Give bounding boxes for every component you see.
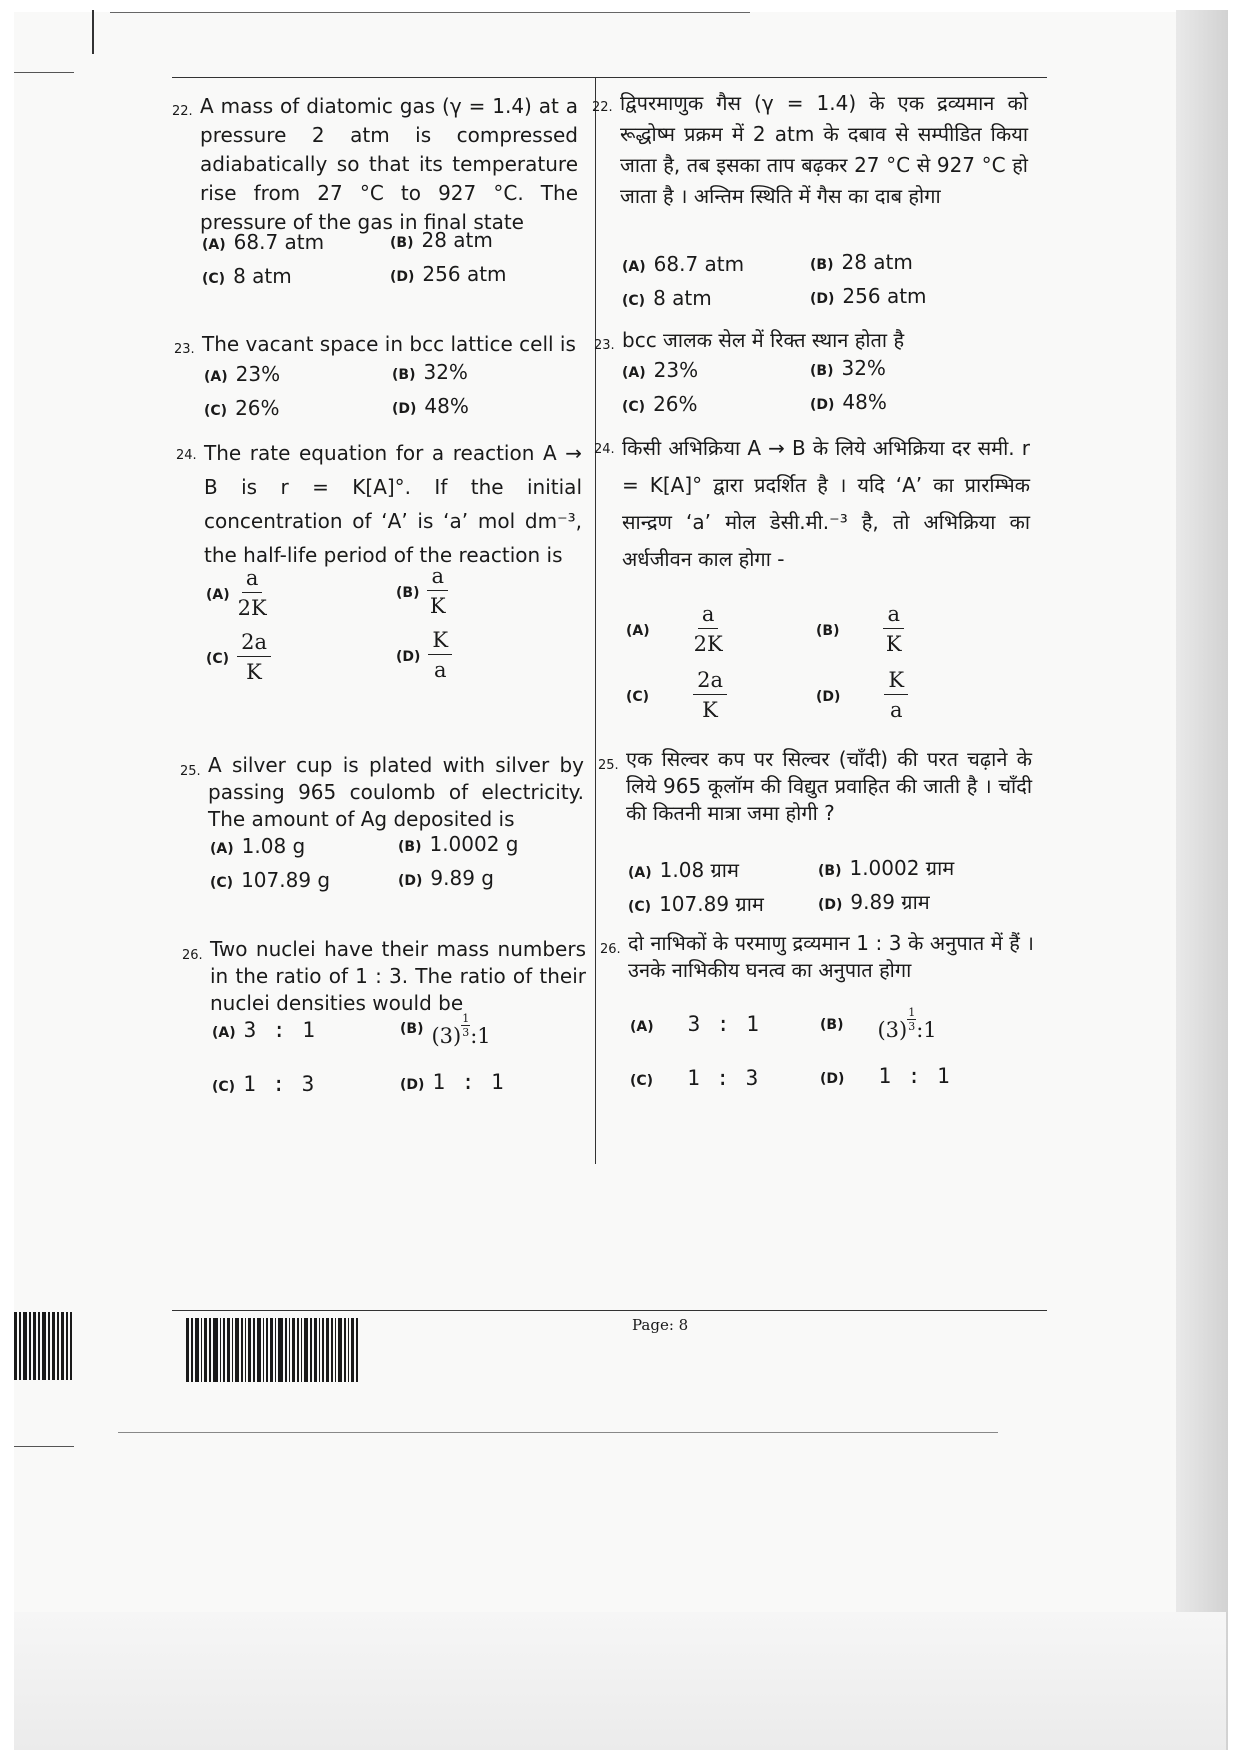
question-stem: एक सिल्वर कप पर सिल्वर (चाँदी) की परत चढ़ाने के लिये 965 कूलॉम की विद्युत प्रवाहित की जाती है । चाँदी की कितनी मात्रा जमा होगी ? [626,747,1032,825]
option-a[interactable]: (A) 3 : 1 [212,1018,317,1042]
fraction: $\frac{K}{a}$ [884,668,908,722]
option-c[interactable]: (C) 26% [204,396,280,420]
option-d[interactable]: (D) 9.89 ग्राम [818,890,930,914]
option-a[interactable]: (A) 23% [204,362,281,386]
top-left-mark [92,10,94,54]
option-b[interactable]: (B) 1.0002 g [398,832,519,856]
question-stem: द्विपरमाणुक गैस (γ = 1.4) के एक द्रव्यमान को रूद्धोष्म प्रक्रम में 2 atm के दबाव से सम्पीडित किया जाता है, तब इसका ताप बढ़कर 27 °C से 927 °C हो जाता है । अन्तिम स्थिति में गैस का दाब होगा [620,91,1028,208]
bottom-scan-line-left [14,1446,74,1447]
option-a[interactable]: (A) 23% [622,358,699,382]
left-scan-line [14,72,74,73]
question-stem: bcc जालक सेल में रिक्त स्थान होता है [622,328,905,352]
option-c[interactable]: (C) 107.89 g [210,868,331,892]
question-number: 22. [172,104,193,119]
option-a[interactable]: (A) $\frac{a}{2K}$ [206,566,267,620]
question-number: 24. [176,448,197,463]
footer-rule [172,1310,1047,1311]
barcode [186,1318,360,1382]
question-stem: Two nuclei have their mass numbers in the ratio of 1 : 3. The ratio of their nuclei densities would be [210,937,586,1015]
page-bottom-shadow [14,1612,1226,1750]
option-b[interactable]: (B) 1.0002 ग्राम [818,856,955,880]
option-b[interactable]: (B) 32% [392,360,468,384]
fraction: $\frac{a}{2K}$ [693,602,723,656]
question-number: 25. [180,764,201,779]
option-b[interactable]: (B) (3) $\frac{1}{3}$ :1 [820,1006,937,1042]
top-scan-line [110,12,750,13]
fraction: $\frac{a}{K}$ [883,602,904,656]
question-stem: दो नाभिकों के परमाणु द्रव्यमान 1 : 3 के अनुपात में हैं । उनके नाभिकीय घनत्व का अनुपात होगा [628,931,1034,982]
option-a[interactable]: (A) $\frac{a}{2K}$ [626,602,723,656]
page-edge-shadow [1176,10,1228,1750]
option-a[interactable]: (A) 3 : 1 [630,1012,761,1036]
question-number: 26. [600,942,621,957]
option-b[interactable]: (B) $\frac{a}{K}$ [396,564,448,618]
option-b[interactable]: (B) 28 atm [390,228,493,252]
header-rule [172,77,1047,78]
option-d[interactable]: (D) 256 atm [390,262,507,286]
question-number: 23. [594,338,615,353]
option-c[interactable]: (C) 26% [622,392,698,416]
option-d[interactable]: (D) 1 : 1 [820,1064,952,1088]
question-stem: A silver cup is plated with silver by passing 965 coulomb of electricity. The amount of Ag deposited is [208,753,584,831]
option-d[interactable]: (D) 48% [810,390,887,414]
question-stem: The vacant space in bcc lattice cell is [202,332,576,356]
option-b[interactable]: (B) (3) $\frac{1}{3}$ :1 [400,1012,491,1048]
question-stem: किसी अभिक्रिया A → B के लिये अभिक्रिया दर समी. r = K[A]° द्वारा प्रदर्शित है । यदि ‘A’ का प्रारम्भिक सान्द्रण ‘a’ मोल डेसी.मी.⁻³ है, तो अभिक्रिया का अर्धजीवन काल होगा - [622,436,1030,571]
option-d[interactable]: (D) $\frac{K}{a}$ [816,668,908,722]
option-d[interactable]: (D) 1 : 1 [400,1070,506,1094]
question-number: 22. [592,100,613,115]
option-d[interactable]: (D) 256 atm [810,284,927,308]
option-a[interactable]: (A) 68.7 atm [202,230,325,254]
option-a[interactable]: (A) 68.7 atm [622,252,745,276]
option-c[interactable]: (C) 1 : 3 [212,1072,317,1096]
option-b[interactable]: (B) 32% [810,356,886,380]
option-c[interactable]: (C) $\frac{2a}{K}$ [626,668,727,722]
option-a[interactable]: (A) 1.08 g [210,834,306,858]
fraction: $\frac{K}{a}$ [428,628,452,682]
option-d[interactable]: (D) 9.89 g [398,866,495,890]
option-c[interactable]: (C) 8 atm [622,286,712,310]
fraction: $\frac{2a}{K}$ [237,630,271,684]
fraction: $\frac{2a}{K}$ [693,668,727,722]
option-b[interactable]: (B) $\frac{a}{K}$ [816,602,904,656]
question-number: 23. [174,342,195,357]
page-number: Page: 8 [632,1316,689,1334]
fraction-exponent: $\frac{1}{3}$ [462,1012,470,1039]
bottom-scan-line [118,1432,998,1433]
option-c[interactable]: (C) 1 : 3 [630,1066,761,1090]
option-d[interactable]: (D) $\frac{K}{a}$ [396,628,452,682]
page-sheet [14,12,1226,1748]
option-c[interactable]: (C) $\frac{2a}{K}$ [206,630,271,684]
column-divider [595,78,596,1164]
question-number: 26. [182,948,203,963]
option-b[interactable]: (B) 28 atm [810,250,913,274]
option-a[interactable]: (A) 1.08 ग्राम [628,858,739,882]
edge-barcode [14,1312,74,1380]
option-c[interactable]: (C) 8 atm [202,264,292,288]
option-c[interactable]: (C) 107.89 ग्राम [628,892,764,916]
question-number: 25. [598,758,619,773]
fraction: $\frac{a}{2K}$ [237,566,267,620]
fraction-exponent: $\frac{1}{3}$ [908,1006,916,1033]
question-stem: A mass of diatomic gas (γ = 1.4) at a pressure 2 atm is compressed adiabatically so that its temperature rise from 27 °C to 927 °C. The pressure of the gas in final state [200,94,578,234]
option-d[interactable]: (D) 48% [392,394,469,418]
question-number: 24. [594,442,615,457]
question-stem: The rate equation for a reaction A → B is r = K[A]°. If the initial concentration of ‘A’ is ‘a’ mol dm⁻³, the half-life period of the reaction is [204,441,582,567]
fraction: $\frac{a}{K}$ [427,564,448,618]
